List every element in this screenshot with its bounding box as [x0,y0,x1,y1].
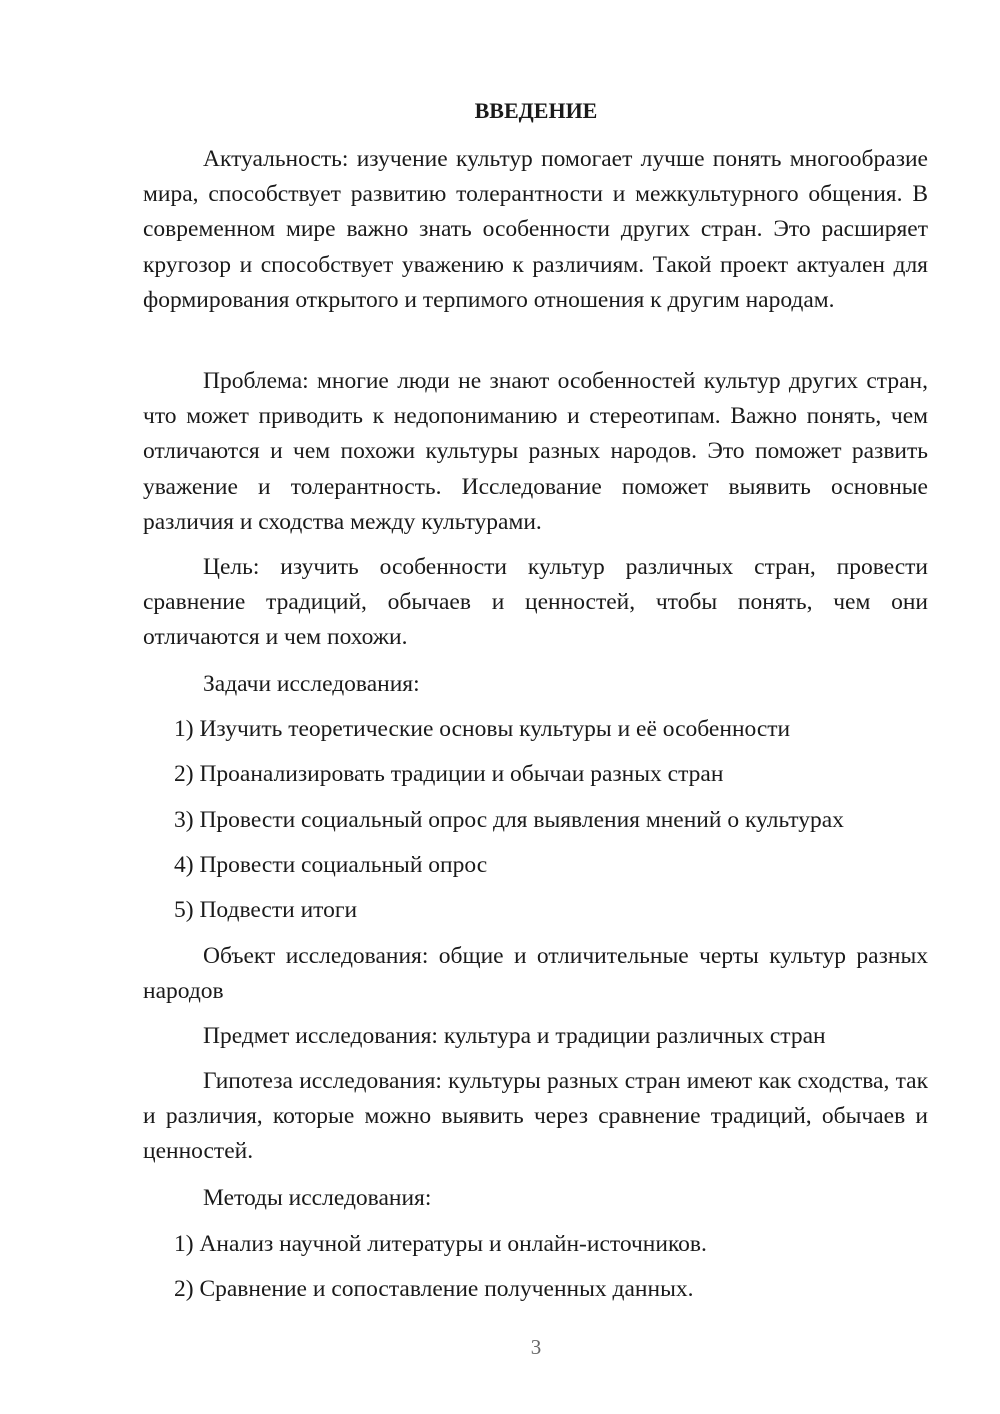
methods-heading: Методы исследования: [203,1185,432,1211]
problem-paragraph: Проблема: многие люди не знают особенностей культур других стран, что может приводить к недопониманию и стереотипам. Важно понять, чем отличаются и чем похожи культуры разных народов. Это поможет развить уважение и толерантность. Исследование поможет выявить основные различия и сходства между культурами. [143,368,928,535]
task-item: 2) Проанализировать традиции и обычаи разных стран [174,761,724,787]
hypothesis-paragraph: Гипотеза исследования: культуры разных стран имеют как сходства, так и различия, которые можно выявить через сравнение традиций, обычаев и ценностей. [143,1068,928,1165]
method-item: 2) Сравнение и сопоставление полученных данных. [174,1276,694,1302]
object-paragraph: Объект исследования: общие и отличительные черты культур разных народов [143,943,928,1005]
goal-paragraph: Цель: изучить особенности культур различных стран, провести сравнение традиций, обычаев и ценностей, чтобы понять, чем они отличаются и чем похожи. [143,554,928,651]
relevance-paragraph: Актуальность: изучение культур помогает лучше понять многообразие мира, способствует развитию толерантности и межкультурного общения. В современном мире важно знать особенности других стран. Это расширяет кругозор и способствует уважению к различиям. Такой проект актуален для формирования открытого и терпимого отношения к другим народам. [143,146,928,313]
section-title: ВВЕДЕНИЕ [474,98,598,123]
page-number: 3 [530,1335,542,1359]
task-item: 1) Изучить теоретические основы культуры и её особенности [174,716,791,742]
subject-paragraph: Предмет исследования: культура и традиции различных стран [203,1023,826,1049]
task-item: 4) Провести социальный опрос [174,852,488,878]
task-item: 3) Провести социальный опрос для выявления мнений о культурах [174,807,844,833]
method-item: 1) Анализ научной литературы и онлайн-источников. [174,1231,707,1257]
task-item: 5) Подвести итоги [174,897,358,923]
tasks-heading: Задачи исследования: [203,671,420,697]
